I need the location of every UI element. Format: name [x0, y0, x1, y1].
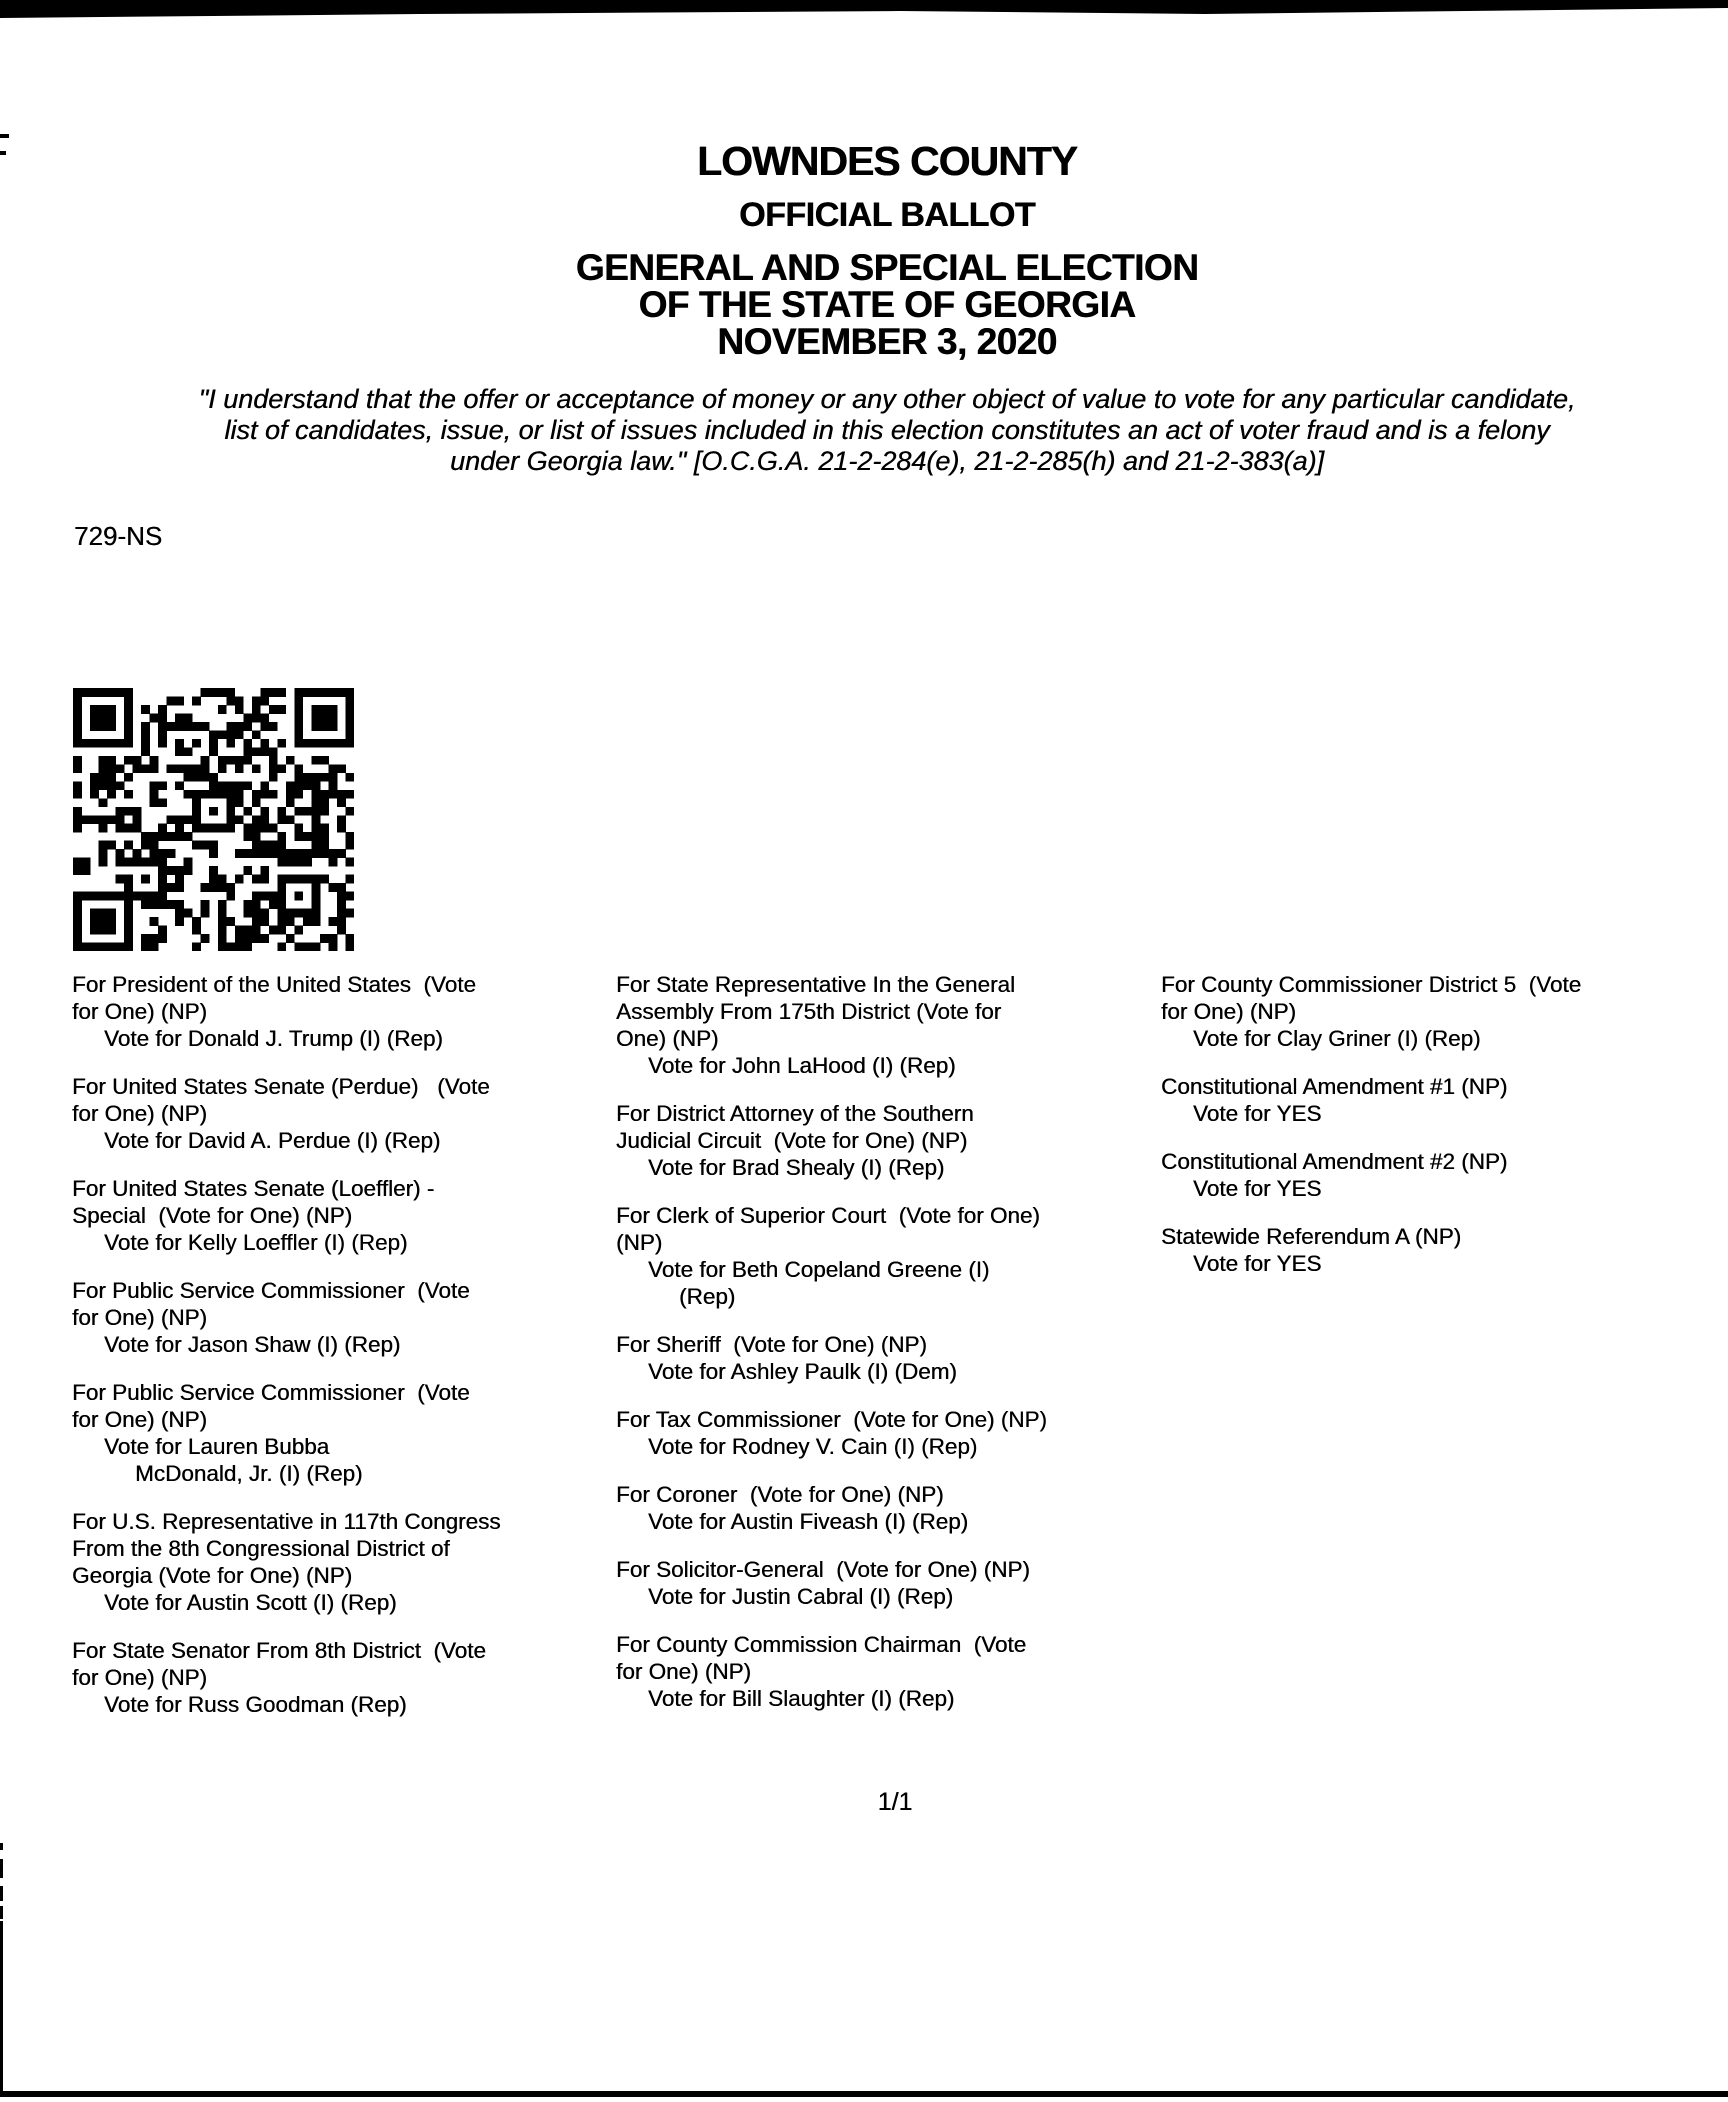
contest-heading-line: For United States Senate (Loeffler) -	[72, 1176, 435, 1201]
contest-column-middle	[616, 971, 1161, 1733]
contest-block	[616, 1100, 1161, 1181]
contest-block	[72, 1508, 617, 1616]
contest-heading-line: For Public Service Commissioner (Vote	[72, 1278, 470, 1303]
disclaimer-line-2: list of candidates, issue, or list of issues included in this election constitutes an act of voter fraud and is a felony	[224, 415, 1550, 445]
contest-block	[1161, 971, 1728, 1052]
voter-fraud-disclaimer	[0, 384, 1728, 477]
contest-heading-line: for One) (NP)	[1161, 999, 1297, 1024]
vote-selection-line: Vote for Rodney V. Cain (I) (Rep)	[648, 1434, 978, 1459]
contest-block	[616, 1631, 1161, 1712]
contest-heading-line: For Coroner (Vote for One) (NP)	[616, 1482, 944, 1507]
contest-heading-line: For United States Senate (Perdue) (Vote	[72, 1074, 490, 1099]
vote-selection-line: Vote for Lauren Bubba	[104, 1434, 330, 1459]
contest-heading-line: Constitutional Amendment #1 (NP)	[1161, 1074, 1508, 1099]
scan-artifact-left-dash	[0, 1906, 3, 1919]
contest-block	[1161, 1073, 1728, 1127]
contest-heading-line: (NP)	[616, 1230, 663, 1255]
vote-selection-line: Vote for YES	[1193, 1176, 1322, 1201]
vote-selection-line: Vote for Austin Scott (I) (Rep)	[104, 1590, 397, 1615]
contest-heading-line: For District Attorney of the Southern	[616, 1101, 974, 1126]
election-title	[0, 249, 1728, 360]
contest-heading-line: Assembly From 175th District (Vote for	[616, 999, 1002, 1024]
ballot-style-code: 729-NS	[74, 521, 163, 551]
contest-heading-line: For Solicitor-General (Vote for One) (NP)	[616, 1557, 1030, 1582]
contest-heading-line: For Public Service Commissioner (Vote	[72, 1380, 470, 1405]
contest-heading-line: for One) (NP)	[72, 1407, 208, 1432]
contest-heading-line: From the 8th Congressional District of	[72, 1536, 450, 1561]
contest-heading-line: For State Senator From 8th District (Vote	[72, 1638, 486, 1663]
vote-selection-line: Vote for Donald J. Trump (I) (Rep)	[104, 1026, 443, 1051]
contest-block	[616, 1481, 1161, 1535]
contest-block	[616, 1556, 1161, 1610]
contest-heading-line: Special (Vote for One) (NP)	[72, 1203, 353, 1228]
vote-selection-line: Vote for Russ Goodman (Rep)	[104, 1692, 407, 1717]
contest-block	[72, 1637, 617, 1718]
page-number: 1/1	[877, 1788, 913, 1816]
contest-block	[616, 1202, 1161, 1310]
disclaimer-line-1: "I understand that the offer or acceptance of money or any other object of value to vote for any particular candidate,	[198, 384, 1576, 414]
vote-selection-line: Vote for Bill Slaughter (I) (Rep)	[648, 1686, 955, 1711]
contest-heading-line: For U.S. Representative in 117th Congress	[72, 1509, 501, 1534]
vote-selection-line: McDonald, Jr. (I) (Rep)	[135, 1461, 363, 1486]
contest-block	[1161, 1223, 1728, 1277]
scan-artifact-bottom-line	[0, 2091, 1728, 2097]
contest-heading-line: Constitutional Amendment #2 (NP)	[1161, 1149, 1508, 1174]
vote-selection-line: Vote for YES	[1193, 1251, 1322, 1276]
vote-selection-line: Vote for Austin Fiveash (I) (Rep)	[648, 1509, 969, 1534]
contest-heading-line: For Clerk of Superior Court (Vote for One)	[616, 1203, 1040, 1228]
qr-code-icon	[73, 688, 354, 951]
scan-artifact-top-band	[0, 0, 1728, 20]
contest-heading-line: for One) (NP)	[72, 1101, 208, 1126]
contest-heading-line: For Sheriff (Vote for One) (NP)	[616, 1332, 927, 1357]
vote-selection-line: Vote for David A. Perdue (I) (Rep)	[104, 1128, 441, 1153]
contest-block	[616, 1406, 1161, 1460]
scan-artifact-left-dash	[0, 1843, 3, 1850]
scan-artifact-left-dash	[0, 1886, 3, 1901]
contest-block	[72, 971, 617, 1052]
contest-block	[1161, 1148, 1728, 1202]
vote-selection-line: Vote for Kelly Loeffler (I) (Rep)	[104, 1230, 408, 1255]
contest-heading-line: for One) (NP)	[72, 999, 208, 1024]
contest-heading-line: For County Commissioner District 5 (Vote	[1161, 972, 1582, 997]
contest-heading-line: For President of the United States (Vote	[72, 972, 476, 997]
vote-selection-line: Vote for Jason Shaw (I) (Rep)	[104, 1332, 401, 1357]
vote-selection-line: (Rep)	[679, 1284, 736, 1309]
contest-heading-line: Georgia (Vote for One) (NP)	[72, 1563, 353, 1588]
vote-selection-line: Vote for Justin Cabral (I) (Rep)	[648, 1584, 954, 1609]
contest-heading-line: for One) (NP)	[72, 1665, 208, 1690]
contest-column-left	[72, 971, 617, 1739]
contest-block	[616, 1331, 1161, 1385]
vote-selection-line: Vote for John LaHood (I) (Rep)	[648, 1053, 956, 1078]
scan-artifact-left-dash	[0, 1859, 3, 1878]
contest-heading-line: For County Commission Chairman (Vote	[616, 1632, 1027, 1657]
vote-selection-line: Vote for YES	[1193, 1101, 1322, 1126]
contest-heading-line: For State Representative In the General	[616, 972, 1015, 997]
scan-artifact-left-line	[0, 1921, 3, 2097]
contest-heading-line: One) (NP)	[616, 1026, 719, 1051]
contest-block	[72, 1379, 617, 1487]
contest-heading-line: Judicial Circuit (Vote for One) (NP)	[616, 1128, 968, 1153]
contest-heading-line: for One) (NP)	[72, 1305, 208, 1330]
election-title-line-1: GENERAL AND SPECIAL ELECTION	[575, 247, 1199, 288]
vote-selection-line: Vote for Ashley Paulk (I) (Dem)	[648, 1359, 957, 1384]
contest-block	[72, 1277, 617, 1358]
disclaimer-line-3: under Georgia law." [O.C.G.A. 21-2-284(e), 21-2-285(h) and 21-2-383(a)]	[449, 446, 1325, 476]
page-title: LOWNDES COUNTY	[696, 138, 1078, 184]
contest-heading-line: for One) (NP)	[616, 1659, 752, 1684]
contest-heading-line: For Tax Commissioner (Vote for One) (NP)	[616, 1407, 1047, 1432]
contest-block	[72, 1175, 617, 1256]
contest-column-right	[1161, 971, 1728, 1298]
vote-selection-line: Vote for Beth Copeland Greene (I)	[648, 1257, 990, 1282]
election-title-line-3: NOVEMBER 3, 2020	[717, 321, 1057, 362]
contest-block	[72, 1073, 617, 1154]
vote-selection-line: Vote for Clay Griner (I) (Rep)	[1193, 1026, 1481, 1051]
election-title-line-2: OF THE STATE OF GEORGIA	[638, 284, 1136, 325]
ballot-subtitle: OFFICIAL BALLOT	[739, 196, 1035, 234]
contest-heading-line: Statewide Referendum A (NP)	[1161, 1224, 1462, 1249]
contest-block	[616, 971, 1161, 1079]
vote-selection-line: Vote for Brad Shealy (I) (Rep)	[648, 1155, 945, 1180]
